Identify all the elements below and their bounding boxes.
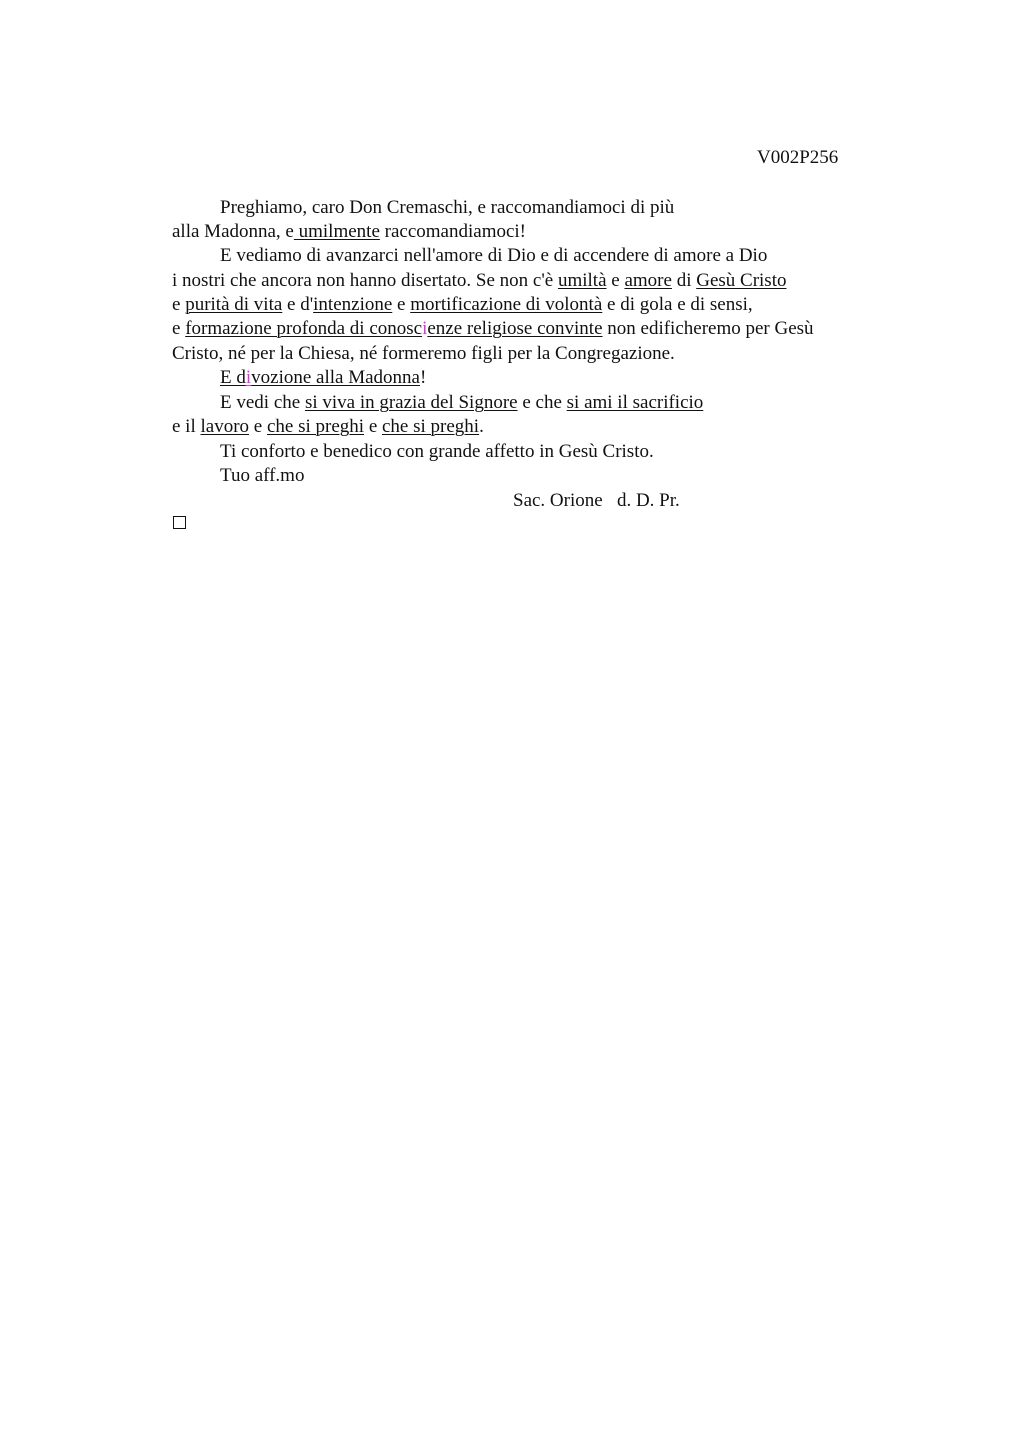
underlined-phrase: intenzione	[313, 294, 393, 315]
underlined-phrase: umiltà	[557, 270, 607, 291]
letter-line-3	[220, 244, 767, 268]
underlined-phrase: lavoro	[200, 416, 250, 437]
text-run: e d'	[282, 294, 314, 315]
letter-line-11	[220, 440, 654, 464]
text-run: !	[419, 367, 427, 388]
text-run: Preghiamo, caro Don Cremaschi, e raccomandiamoci di più	[220, 197, 675, 218]
underlined-phrase: vozione alla Madonna	[251, 367, 420, 388]
underlined-phrase: umilmente	[293, 221, 380, 242]
text-run: raccomandiamoci!	[379, 221, 527, 242]
end-marker-square-icon	[173, 516, 186, 529]
text-run: E vediamo di avanzarci nell'amore di Dio e di accendere di amore a Dio	[220, 245, 768, 266]
text-run: e di gola e di sensi,	[602, 294, 753, 315]
text-run: e	[364, 416, 382, 437]
underlined-phrase: formazione profonda di conosc	[185, 318, 423, 339]
letter-closing	[220, 464, 304, 488]
insertion-mark: i	[245, 367, 252, 388]
letter-line-6	[172, 317, 814, 341]
letter-line-1	[220, 196, 674, 220]
text-run: Ti conforto e benedico con grande affetto in Gesù Cristo.	[220, 441, 654, 462]
text-run: e	[172, 294, 186, 315]
underlined-phrase: Gesù Cristo	[696, 270, 787, 291]
text-run: i nostri che ancora non hanno disertato. Se non c'è	[172, 270, 558, 291]
letter-line-2	[172, 220, 526, 244]
underlined-phrase: mortificazione di volontà	[410, 294, 603, 315]
text-run: e	[249, 416, 267, 437]
underlined-phrase: si ami il sacrificio	[566, 392, 704, 413]
text-run: e	[172, 318, 186, 339]
page-code: V002P256	[757, 147, 839, 168]
text-run: e	[392, 294, 411, 315]
text-run: .	[479, 416, 484, 437]
underlined-phrase: amore	[624, 270, 672, 291]
text-run: e che	[517, 392, 567, 413]
text-run: Cristo, né per la Chiesa, né formeremo figli per la Congregazione.	[172, 343, 675, 364]
letter-line-9	[220, 391, 703, 415]
underlined-phrase: si viva in grazia del Signore	[304, 392, 518, 413]
text-run: e	[606, 270, 625, 291]
text-run: e il	[172, 416, 201, 437]
letter-line-4	[172, 269, 786, 293]
letter-line-7	[172, 342, 675, 366]
text-run: alla Madonna, e	[172, 221, 294, 242]
signature: Sac. Orione d. D. Pr.	[513, 490, 680, 511]
text-run: E vedi che	[220, 392, 305, 413]
underlined-phrase: enze religiose convinte	[427, 318, 603, 339]
underlined-phrase: E d	[220, 367, 246, 388]
letter-line-5	[172, 293, 753, 317]
text-run: Tuo aff.mo	[220, 465, 305, 486]
letter-line-8	[220, 366, 426, 390]
underlined-phrase: purità di vita	[185, 294, 283, 315]
insertion-mark: i	[422, 318, 428, 339]
text-run: di	[671, 270, 697, 291]
underlined-phrase: che si preghi	[266, 416, 365, 437]
letter-line-10	[172, 415, 484, 439]
text-run: non edificheremo per Gesù	[602, 318, 814, 339]
underlined-phrase: che si preghi	[382, 416, 480, 437]
